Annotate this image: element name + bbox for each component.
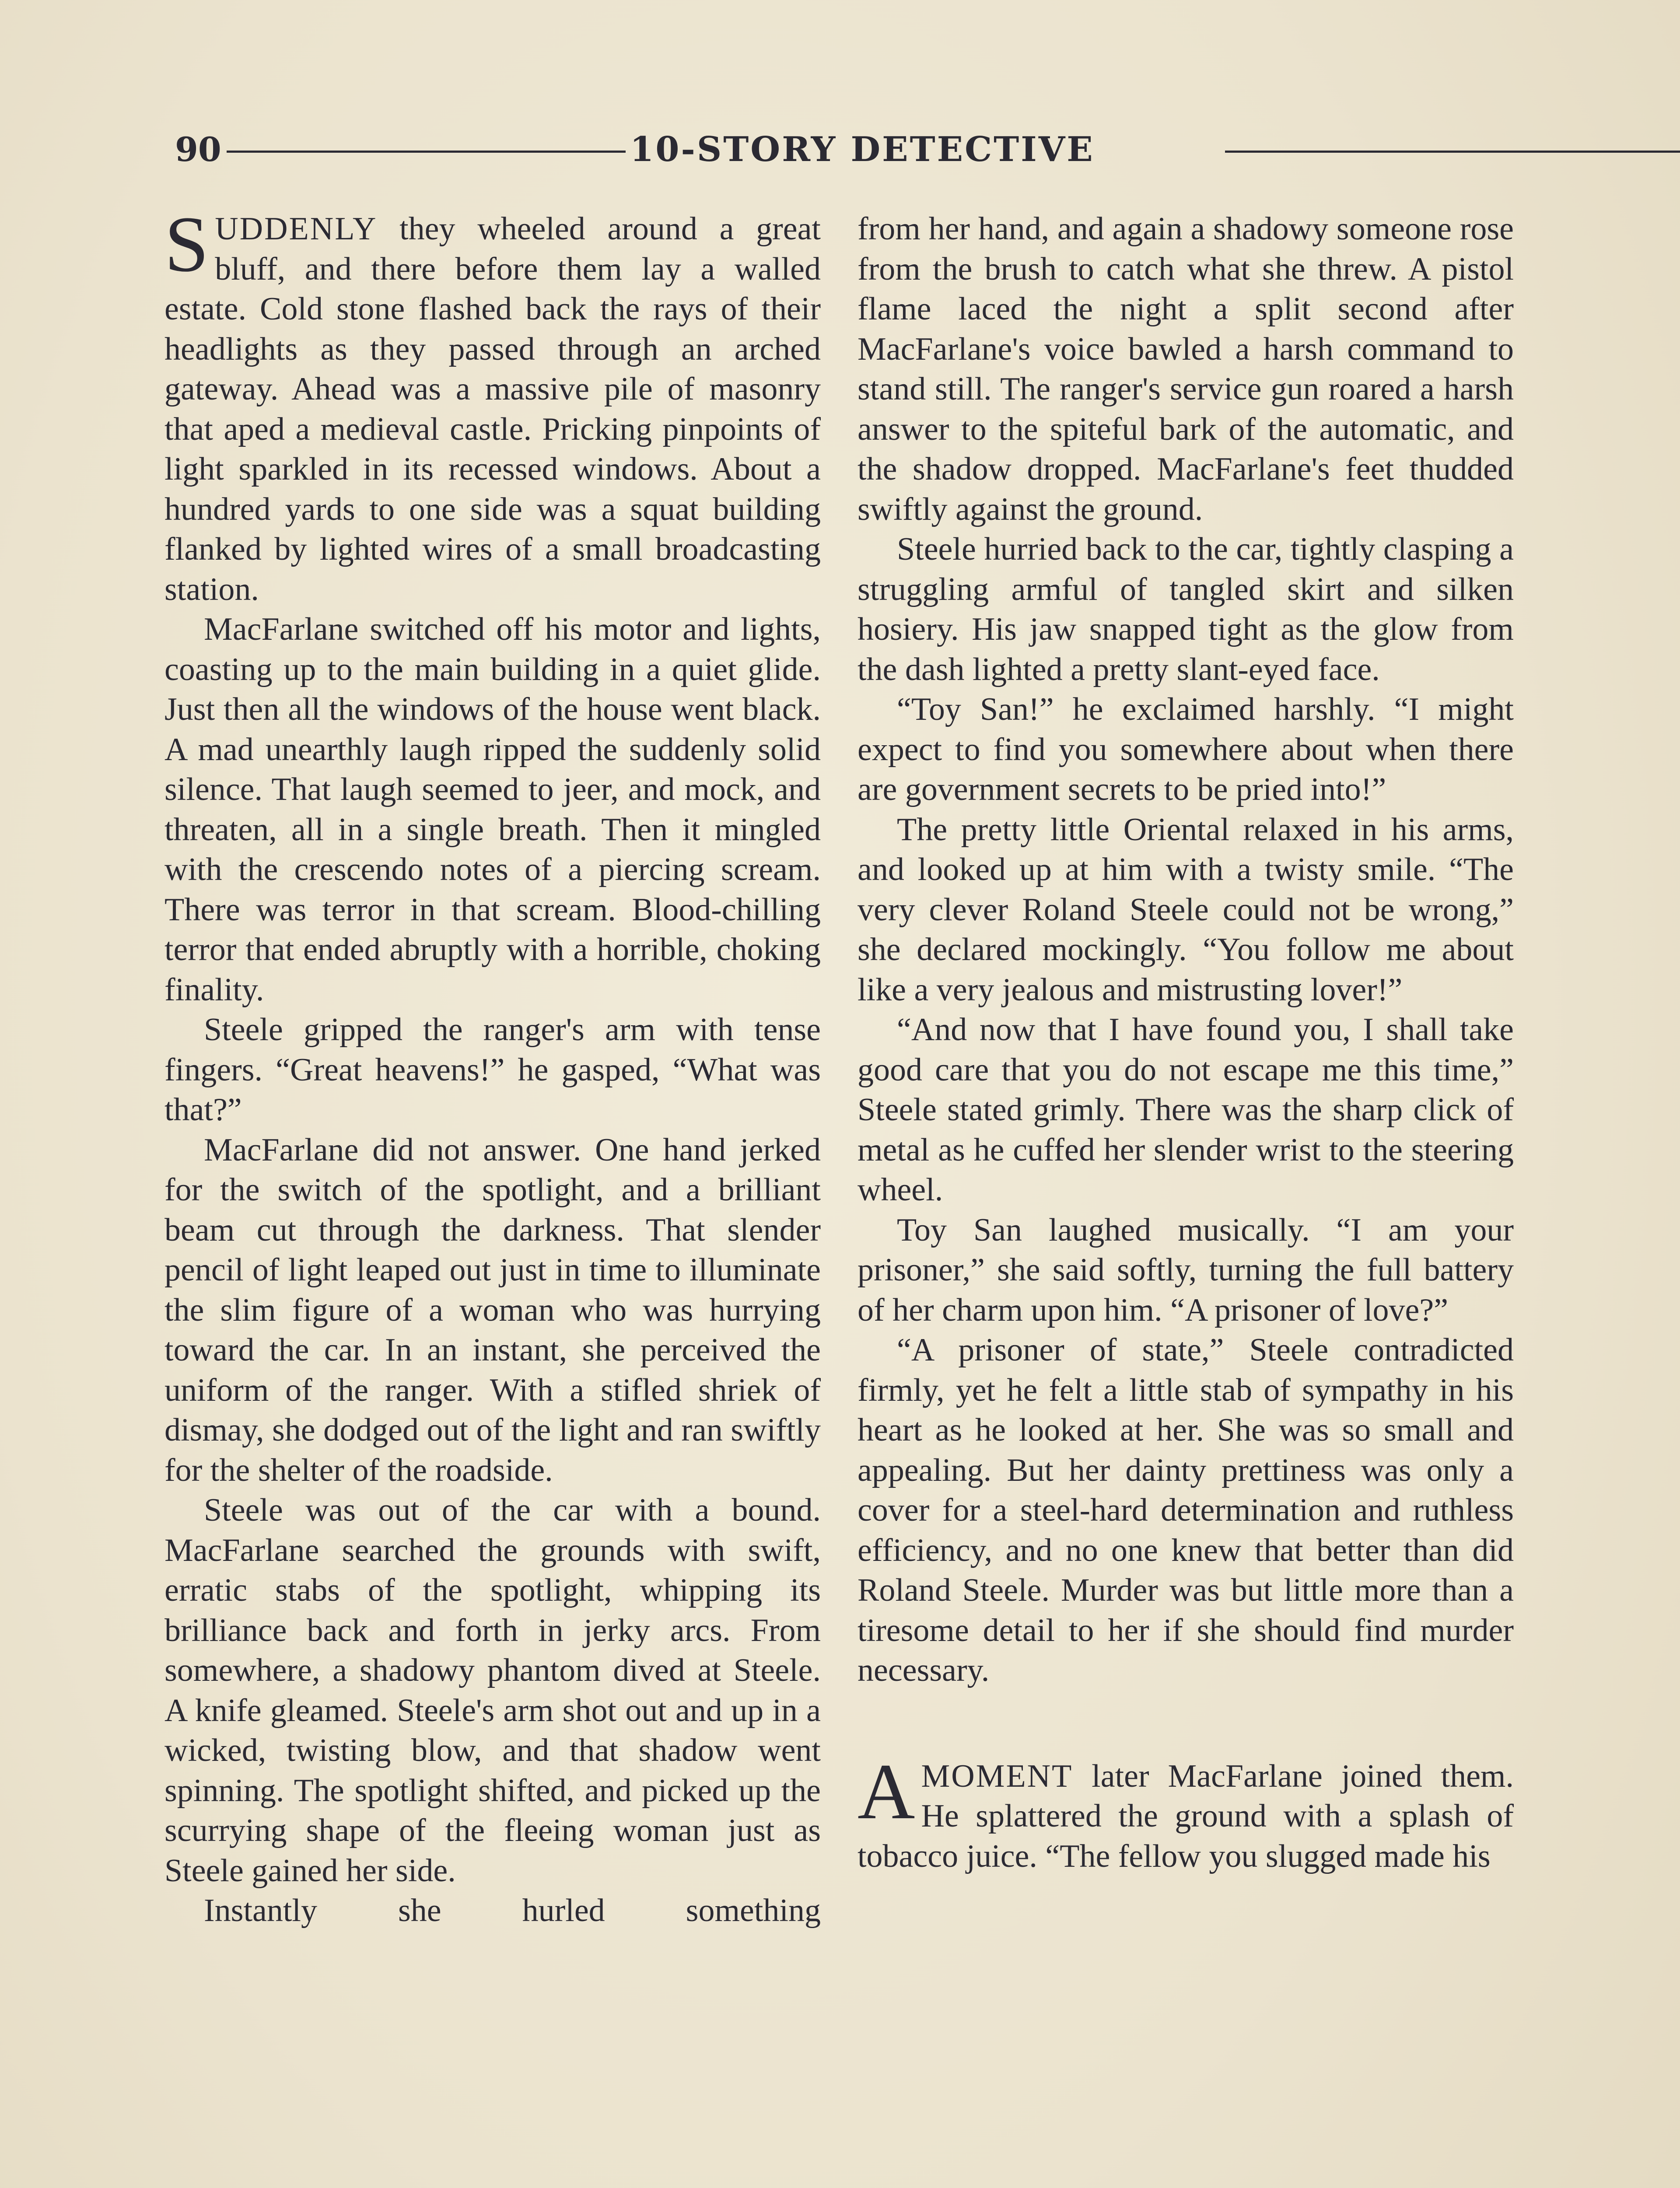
left-column [164,200,821,1931]
header-rule-left [227,151,626,153]
paragraph: MacFarlane switched off his motor and lights, coasting up to the main building in a quiet glide. Just then all the windows of the house went black. A mad unearthly laugh ripped the suddenly solid silence. That laugh seemed to jeer, and mock, and threaten, all in a single breath. Then it mingled with the crescendo notes of a piercing scream. There was terror in that scream. Blood-chilling terror that ended abruptly with a horrible, choking finality. [164,611,821,1008]
header-rule-right [1225,151,1680,153]
lead-word: UDDENLY [215,211,378,247]
paragraph: from her hand, and again a shadowy someone rose from the brush to catch what she threw. A pistol flame laced the night a split second after MacFarlane's voice bawled a harsh command to stand still. The ranger's service gun roared a harsh answer to the spiteful bark of the automatic, and the shadow dropped. MacFarlane's feet thudded swiftly against the ground. [858,211,1514,527]
paragraph: “Toy San!” he exclaimed harshly. “I might expect to find you somewhere about when there are government secrets to be pried into!” [858,691,1514,807]
paragraph: The pretty little Oriental relaxed in his arms, and looked up at him with a twisty smile. “The very clever Roland Steele could not be wrong,” she declared mockingly. “You follow me about like a very jealous and mistrusting lover!” [858,811,1514,1008]
right-column [858,209,1514,1876]
paragraph: “A prisoner of state,” Steele contradicted firmly, yet he felt a little stab of sympathy in his heart as he looked at her. She was so small and appealing. But her dainty prettiness was only a cover for a steel-hard determination and ruthless efficiency, and no one knew that better than did Roland Steele. Murder was but little more than a tiresome detail to her if she should find murder necessary. [858,1332,1514,1688]
section-break [858,1691,1514,1757]
paragraph-text: they wheeled around a great bluff, and there before them lay a walled estate. Cold stone flashed back the rays of their headlights as they passed through an arched gateway. Ahead was a massive pile of masonry that aped a medieval castle. Pricking pinpoints of light sparkled in its recessed windows. About a hundred yards to one side was a squat building flanked by lighted wires of a small broadcasting station. [164,211,821,607]
drop-cap: S [164,200,209,288]
paragraph: Toy San laughed musically. “I am your prisoner,” she said softly, turning the full battery of her charm upon him. “A prisoner of love?” [858,1212,1514,1328]
paragraph [858,1747,1514,1877]
paragraph: MacFarlane did not answer. One hand jerked for the switch of the spotlight, and a brilliant beam cut through the darkness. That slender pencil of light leaped out just in time to illuminate the slim figure of a woman who was hurrying toward the car. In an instant, she perceived the uniform of the ranger. With a stifled shriek of dismay, she dodged out of the light and ran swiftly for the shelter of the roadside. [164,1132,821,1488]
paragraph [164,200,821,610]
page-number: 90 [175,130,221,169]
lead-word: MOMENT [921,1758,1073,1794]
publication-title: 10-STORY DETECTIVE [630,130,1095,169]
page-header [175,128,1514,176]
paragraph: Instantly she hurled something [204,1893,821,1929]
paragraph-text: later MacFarlane joined them. He splattered the ground with a splash of tobacco juice. “The fellow you slugged made his [858,1758,1514,1874]
drop-cap: A [858,1747,915,1836]
paragraph: Steele gripped the ranger's arm with tense fingers. “Great heavens!” he gasped, “What was that?” [164,1012,821,1128]
paragraph: Steele was out of the car with a bound. MacFarlane searched the grounds with swift, erratic stabs of the spotlight, whipping its brilliance back and forth in jerky arcs. From somewhere, a shadowy phantom dived at Steele. A knife gleamed. Steele's arm shot out and up in a wicked, twisting blow, and that shadow went spinning. The spotlight shifted, and picked up the scurrying shape of the fleeing woman just as Steele gained her side. [164,1492,821,1889]
paragraph: “And now that I have found you, I shall take good care that you do not escape me this time,” Steele stated grimly. There was the sharp click of metal as he cuffed her slender wrist to the steering wheel. [858,1012,1514,1208]
paragraph: Steele hurried back to the car, tightly clasping a struggling armful of tangled skirt and silken hosiery. His jaw snapped tight as the glow from the dash lighted a pretty slant-eyed face. [858,531,1514,687]
